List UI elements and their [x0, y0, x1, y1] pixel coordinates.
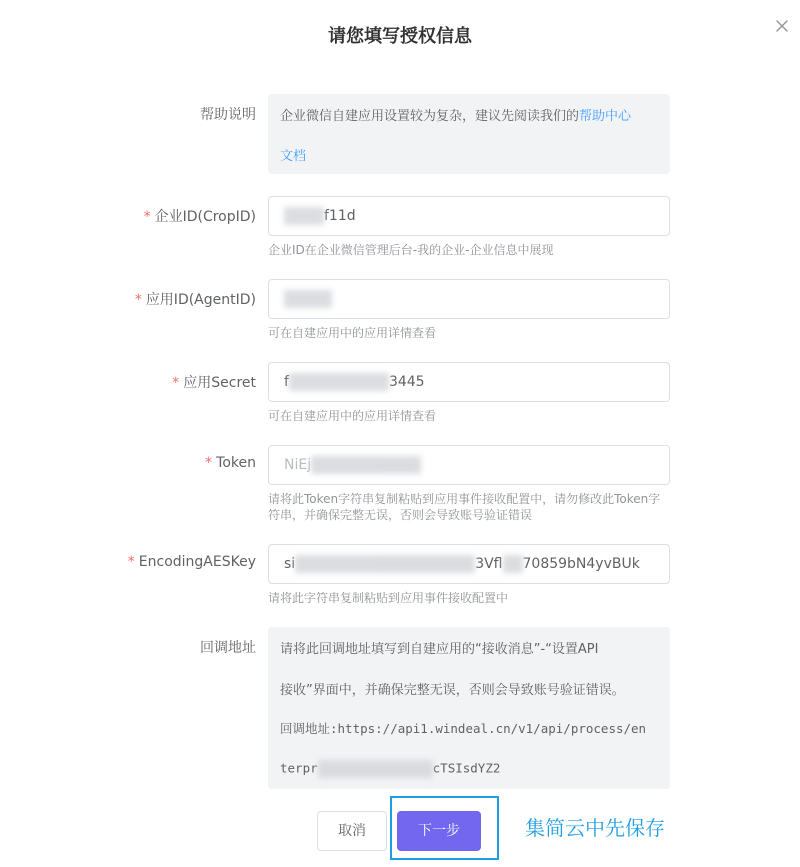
- help-box: [268, 94, 670, 174]
- help-center-link[interactable]: 帮助中心: [579, 109, 632, 124]
- cancel-button[interactable]: 取消: [317, 811, 387, 851]
- annotation-text: 集简云中先保存: [525, 816, 665, 840]
- token-input[interactable]: NiEj: [268, 445, 670, 485]
- help-label: 帮助说明: [200, 107, 256, 123]
- aes-key-input[interactable]: si 3Vfl 70859bN4yvBUk: [268, 544, 670, 584]
- secret-hint: 可在自建应用中的应用详情查看: [268, 409, 437, 423]
- secret-input[interactable]: f 3445: [268, 362, 670, 402]
- callback-line-1: 请将此回调地址填写到自建应用的“接收消息”-“设置API: [280, 642, 599, 657]
- help-text: 企业微信自建应用设置较为复杂，建议先阅读我们的: [280, 109, 580, 124]
- close-icon[interactable]: [773, 17, 791, 35]
- callback-line-2: 接收”界面中，并确保完整无误，否则会导致账号验证错误。: [280, 683, 625, 698]
- aes-key-label: * EncodingAESKey: [127, 554, 256, 570]
- corp-id-hint: 企业ID在企业微信管理后台-我的企业-企业信息中展现: [268, 243, 554, 257]
- callback-box: [268, 627, 670, 789]
- secret-label: * 应用Secret: [172, 375, 256, 391]
- callback-url-line: 回调地址:https://api1.windeal.cn/v1/api/process/en: [280, 721, 647, 736]
- token-hint: 请将此Token字符串复制粘贴到应用事件接收配置中，请勿修改此Token字 符串，并确保完整无误，否则会导致账号验证错误: [268, 492, 661, 522]
- callback-url-line-2: terpr cTSIsdYZ2: [280, 760, 500, 778]
- agent-id-hint: 可在自建应用中的应用详情查看: [268, 326, 437, 340]
- agent-id-input[interactable]: [268, 279, 670, 319]
- agent-id-label: * 应用ID(AgentID): [134, 292, 256, 308]
- help-doc-link[interactable]: 文档: [280, 149, 307, 164]
- callback-label: 回调地址: [200, 640, 256, 656]
- token-label: * Token: [205, 455, 256, 471]
- dialog-title: 请您填写授权信息: [328, 26, 472, 47]
- aes-key-hint: 请将此字符串复制粘贴到应用事件接收配置中: [268, 591, 509, 605]
- corp-id-input[interactable]: f11d: [268, 196, 670, 236]
- next-button[interactable]: 下一步: [397, 811, 481, 851]
- corp-id-label: * 企业ID(CropID): [143, 209, 256, 225]
